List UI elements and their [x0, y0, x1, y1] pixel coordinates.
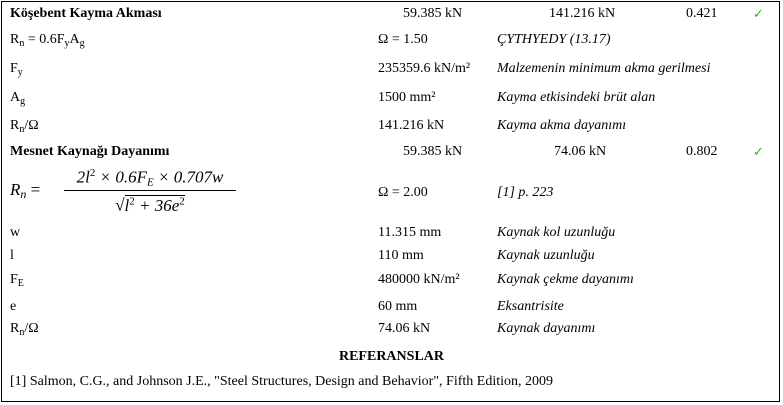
- weld-formula-denominator: $√l^2 + 36e^2$: [115, 195, 185, 215]
- param-description: Kaynak çekme dayanımı: [497, 272, 634, 287]
- param-description: Kaynak uzunluğu: [497, 248, 595, 263]
- reference-text: [1] Salmon, C.G., and Johnson J.E., "Steel Structures, Design and Behavior", Fifth Edition, 2009: [10, 374, 553, 389]
- shear-yield-omega: Ω = 1.50: [378, 32, 428, 47]
- param-description: Eksantrisite: [497, 299, 564, 314]
- check-icon: ✓: [753, 144, 764, 159]
- weld-formula-fraction-bar: [64, 190, 236, 191]
- weld-title: Mesnet Kaynağı Dayanımı: [10, 144, 170, 159]
- shear-yield-ratio: 0.421: [686, 6, 718, 21]
- weld-omega: Ω = 2.00: [378, 185, 428, 200]
- weld-formula-lhs: $R_n$ =: [10, 180, 41, 201]
- param-symbol: $R_n/\Omega$: [10, 118, 39, 135]
- shear-yield-title: Köşebent Kayma Akması: [10, 6, 162, 21]
- param-symbol: $F_y$: [10, 61, 23, 78]
- references-heading: REFERANSLAR: [338, 349, 444, 364]
- calculation-sheet: [1, 1, 780, 402]
- shear-yield-formula: $R_n = 0.6F_yA_g$: [10, 32, 85, 49]
- param-value: 235359.6 kN/m²: [378, 61, 471, 76]
- param-symbol: $A_g$: [10, 90, 26, 107]
- weld-formula-numerator: $2l^2 \times 0.6F_E \times 0.707w$: [76, 167, 224, 189]
- shear-yield-capacity: 141.216 kN: [549, 6, 616, 21]
- shear-yield-demand: 59.385 kN: [403, 6, 463, 21]
- param-symbol: $F_E$: [10, 272, 24, 289]
- param-description: Kaynak dayanımı: [497, 321, 596, 336]
- param-description: Malzemenin minimum akma gerilmesi: [497, 61, 711, 76]
- param-symbol: w: [10, 225, 21, 240]
- check-icon: ✓: [753, 6, 764, 21]
- weld-formula: [10, 164, 240, 220]
- param-value: 1500 mm²: [378, 90, 436, 105]
- param-value: 110 mm: [378, 248, 424, 263]
- weld-formula-row: [2, 164, 781, 220]
- param-value: 74.06 kN: [378, 321, 431, 336]
- param-description: Kayma etkisindeki brüt alan: [497, 90, 656, 105]
- param-value: 11.315 mm: [378, 225, 442, 240]
- param-description: Kaynak kol uzunluğu: [497, 225, 616, 240]
- weld-capacity: 74.06 kN: [554, 144, 607, 159]
- weld-omega-ref: [1] p. 223: [497, 185, 554, 200]
- param-description: Kayma akma dayanımı: [497, 118, 627, 133]
- param-value: 480000 kN/m²: [378, 272, 460, 287]
- shear-yield-omega-ref: ÇYTHYEDY (13.17): [497, 32, 611, 47]
- param-value: 60 mm: [378, 299, 418, 314]
- weld-ratio: 0.802: [686, 144, 718, 159]
- param-value: 141.216 kN: [378, 118, 445, 133]
- weld-demand: 59.385 kN: [403, 144, 463, 159]
- param-symbol: $R_n/\Omega$: [10, 321, 39, 338]
- param-symbol: l: [10, 248, 14, 263]
- param-symbol: e: [10, 299, 17, 314]
